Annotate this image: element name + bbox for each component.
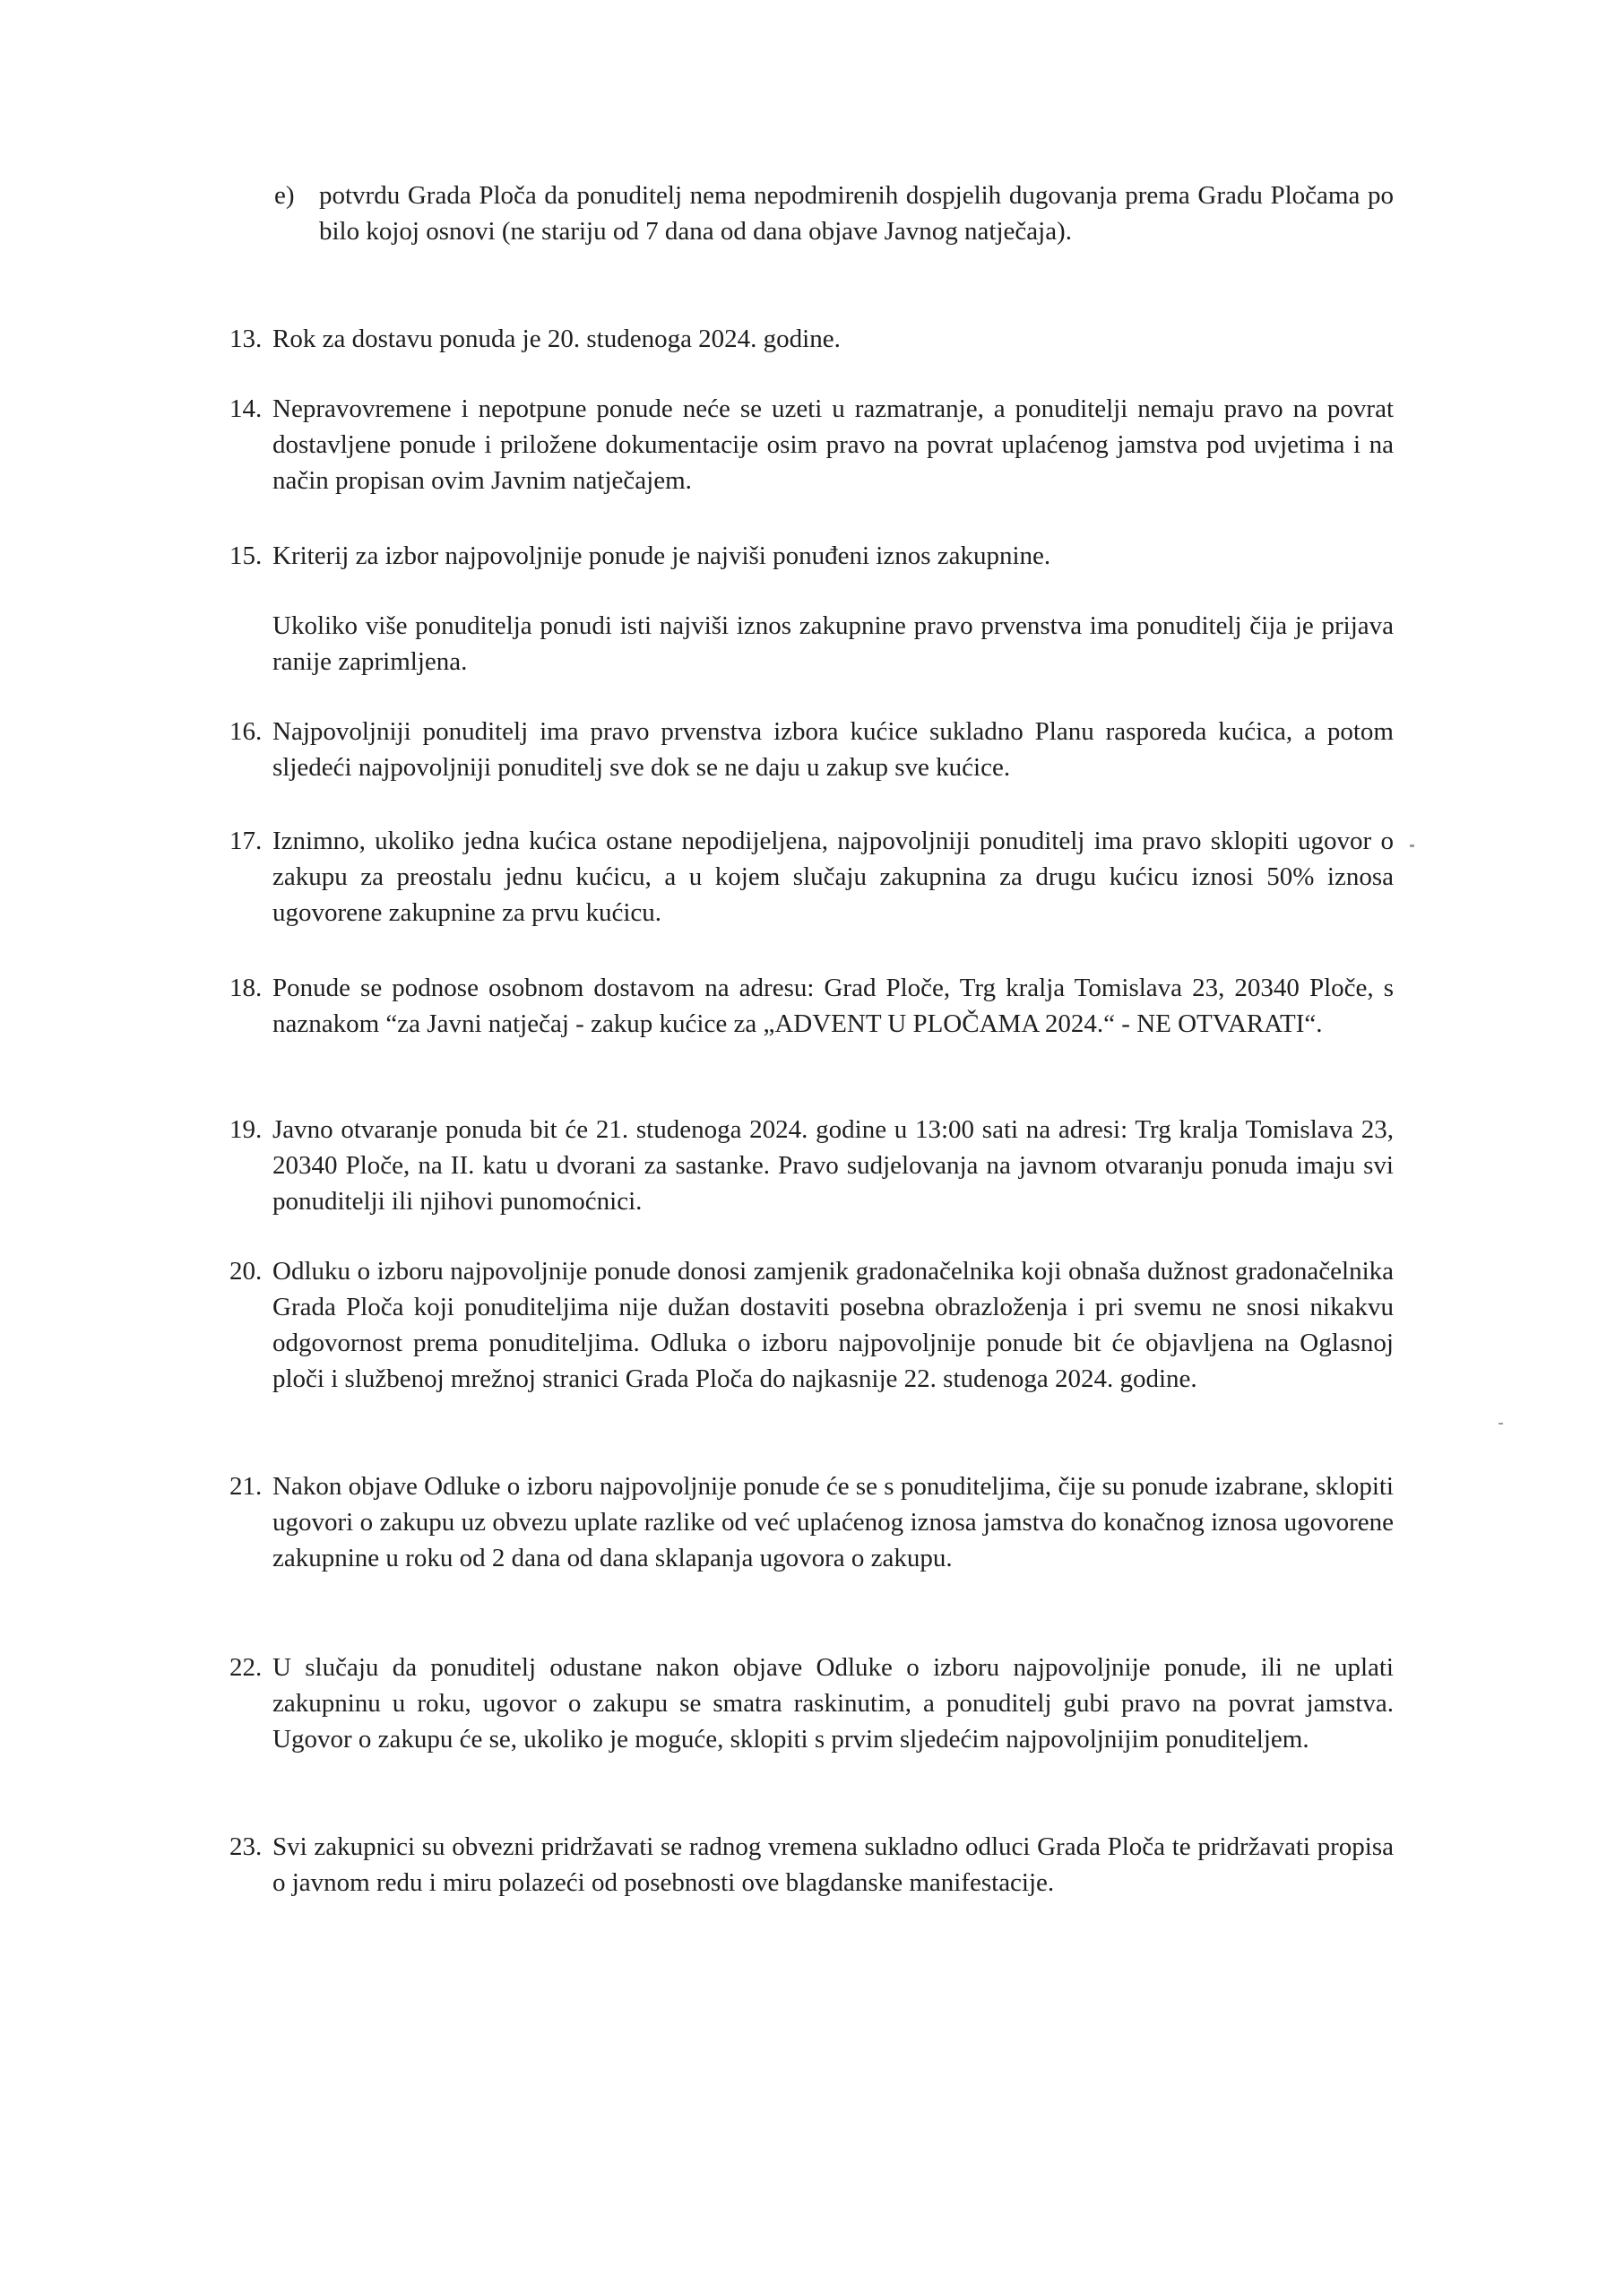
item-marker-14: 14. (229, 394, 263, 423)
item-16-text: Najpovoljniji ponuditelj ima pravo prvenstva izbora kućice sukladno Planu rasporeda kućica, a potom sljedeći najpovoljniji ponuditelj sve dok se ne daju u zakup sve kućice. (272, 717, 1394, 782)
item-14-text: Nepravovremene i nepotpune ponude neće se uzeti u razmatranje, a ponuditelji nemaju pravo na povrat dostavljene ponude i priložene dokumentacije osim pravo na povrat uplaćenog jamstva pod uvjetima i na način propisan ovim Javnim natječajem. (272, 394, 1394, 495)
item-15-extra: Ukoliko više ponuditelja ponudi isti najviši iznos zakupnine pravo prvenstva ima ponuditelj čija je prijava ranije zaprimljena. (272, 611, 1394, 676)
item-marker-18: 18. (229, 974, 263, 1002)
item-23-text: Svi zakupnici su obvezni pridržavati se radnog vremena sukladno odluci Grada Ploča te pridržavati propisa o javnom redu i miru polazeći od posebnosti ove blagdanske manifestacije. (272, 1832, 1394, 1897)
item-13-text: Rok za dostavu ponuda je 20. studenoga 2024. godine. (272, 325, 841, 353)
item-17-text: Iznimno, ukoliko jedna kućica ostane nepodijeljena, najpovoljniji ponuditelj ima pravo sklopiti ugovor o zakupu za preostalu jednu kućicu, a u kojem slučaju zakupnina za drugu kućicu iznosi 50% iznosa ugovorene zakupnine za prvu kućicu. (272, 827, 1394, 927)
item-21-text: Nakon objave Odluke o izboru najpovoljnije ponude će se s ponuditeljima, čije su ponude izabrane, sklopiti ugovori o zakupu uz obvezu uplate razlike od već uplaćenog iznosa jamstva do konačnog iznosa ugovorene zakupnine u roku od 2 dana od dana sklapanja ugovora o zakupu. (272, 1472, 1394, 1572)
item-marker-23: 23. (229, 1832, 263, 1861)
item-19-text: Javno otvaranje ponuda bit će 21. studenoga 2024. godine u 13:00 sati na adresi: Trg kralja Tomislava 23, 20340 Ploče, na II. katu u dvorani za sastanke. Pravo sudjelovanja na javnom otvaranju ponuda imaju svi ponuditelji ili njihovi punomoćnici. (272, 1115, 1394, 1216)
item-marker-22: 22. (229, 1653, 263, 1682)
scan-speck (1410, 844, 1414, 847)
item-marker-13: 13. (229, 325, 263, 353)
item-marker-e: e) (274, 181, 295, 210)
scan-speck (1499, 1423, 1503, 1425)
item-15-text: Kriterij za izbor najpovoljnije ponude je najviši ponuđeni iznos zakupnine. (272, 541, 1051, 570)
item-22-text: U slučaju da ponuditelj odustane nakon objave Odluke o izboru najpovoljnije ponude, ili ne uplati zakupninu u roku, ugovor o zakupu se smatra raskinutim, a ponuditelj gubi pravo na povrat jamstva. Ugovor o zakupu će se, ukoliko je moguće, sklopiti s prvim sljedećim najpovoljnijim ponuditeljem. (272, 1653, 1394, 1754)
item-marker-21: 21. (229, 1472, 263, 1501)
item-marker-20: 20. (229, 1257, 263, 1286)
item-marker-19: 19. (229, 1115, 263, 1144)
item-marker-17: 17. (229, 827, 263, 855)
item-18-text: Ponude se podnose osobnom dostavom na adresu: Grad Ploče, Trg kralja Tomislava 23, 20340 Ploče, s naznakom “za Javni natječaj - zakup kućice za „ADVENT U PLOČAMA 2024.“ - NE OTVARATI“. (272, 974, 1394, 1038)
item-marker-15: 15. (229, 541, 263, 570)
item-e-text: potvrdu Grada Ploča da ponuditelj nema nepodmirenih dospjelih dugovanja prema Gradu Pločama po bilo kojoj osnovi (ne stariju od 7 dana od dana objave Javnog natječaja). (319, 181, 1394, 246)
item-marker-16: 16. (229, 717, 263, 746)
item-20-text: Odluku o izboru najpovoljnije ponude donosi zamjenik gradonačelnika koji obnaša dužnost gradonačelnika Grada Ploča koji ponuditeljima nije dužan dostaviti posebna obrazloženja i pri svemu ne snosi nikakvu odgovornost prema ponuditeljima. Odluka o izboru najpovoljnije ponude bit će objavljena na Oglasnoj ploči i službenoj mrežnoj stranici Grada Ploča do najkasnije 22. studenoga 2024. godine. (272, 1257, 1394, 1393)
